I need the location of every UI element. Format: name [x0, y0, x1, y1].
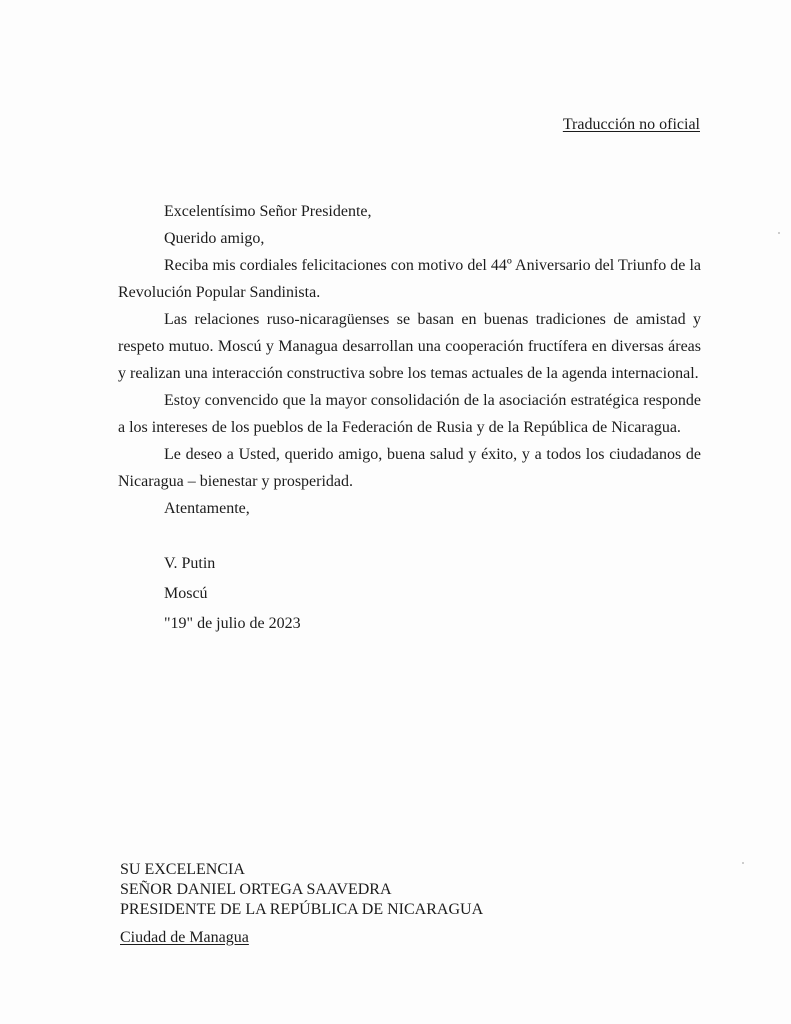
recipient-title: PRESIDENTE DE LA REPÚBLICA DE NICARAGUA [120, 901, 484, 918]
closing: Atentamente, [164, 500, 250, 517]
paragraph-relations: Las relaciones ruso-nicaragüenses se basan en buenas tradiciones de amistad y respeto mutuo. Moscú y Managua desarrollan una cooperación fructífera en diversas áreas y realizan una interacción constructiva sobre los temas actuales de la agenda internacional. [118, 311, 701, 382]
signature-block [118, 549, 701, 639]
paragraph-strategic-association: Estoy convencido que la mayor consolidación de la asociación estratégica responde a los intereses de los pueblos de la Federación de Rusia y de la República de Nicaragua. [118, 392, 701, 436]
signature-place: Moscú [164, 585, 208, 602]
unofficial-translation-note: Traducción no oficial [562, 116, 700, 133]
signature-name: V. Putin [164, 555, 216, 572]
signature-date: "19" de julio de 2023 [164, 615, 301, 632]
salutation-title: Excelentísimo Señor Presidente, [164, 203, 372, 220]
recipient-name: SEÑOR DANIEL ORTEGA SAAVEDRA [120, 881, 392, 898]
salutation-friend: Querido amigo, [164, 230, 265, 247]
recipient-address [120, 860, 483, 948]
paragraph-congratulations: Reciba mis cordiales felicitaciones con motivo del 44º Aniversario del Triunfo de la Revolución Popular Sandinista. [118, 257, 701, 301]
scan-speck [742, 862, 744, 864]
recipient-honorific: SU EXCELENCIA [120, 861, 245, 878]
paragraph-wishes: Le deseo a Usted, querido amigo, buena salud y éxito, y a todos los ciudadanos de Nicaragua – bienestar y prosperidad. [118, 446, 701, 490]
scan-speck [778, 232, 780, 234]
recipient-city: Ciudad de Managua [120, 929, 249, 946]
letter-body [118, 198, 701, 639]
